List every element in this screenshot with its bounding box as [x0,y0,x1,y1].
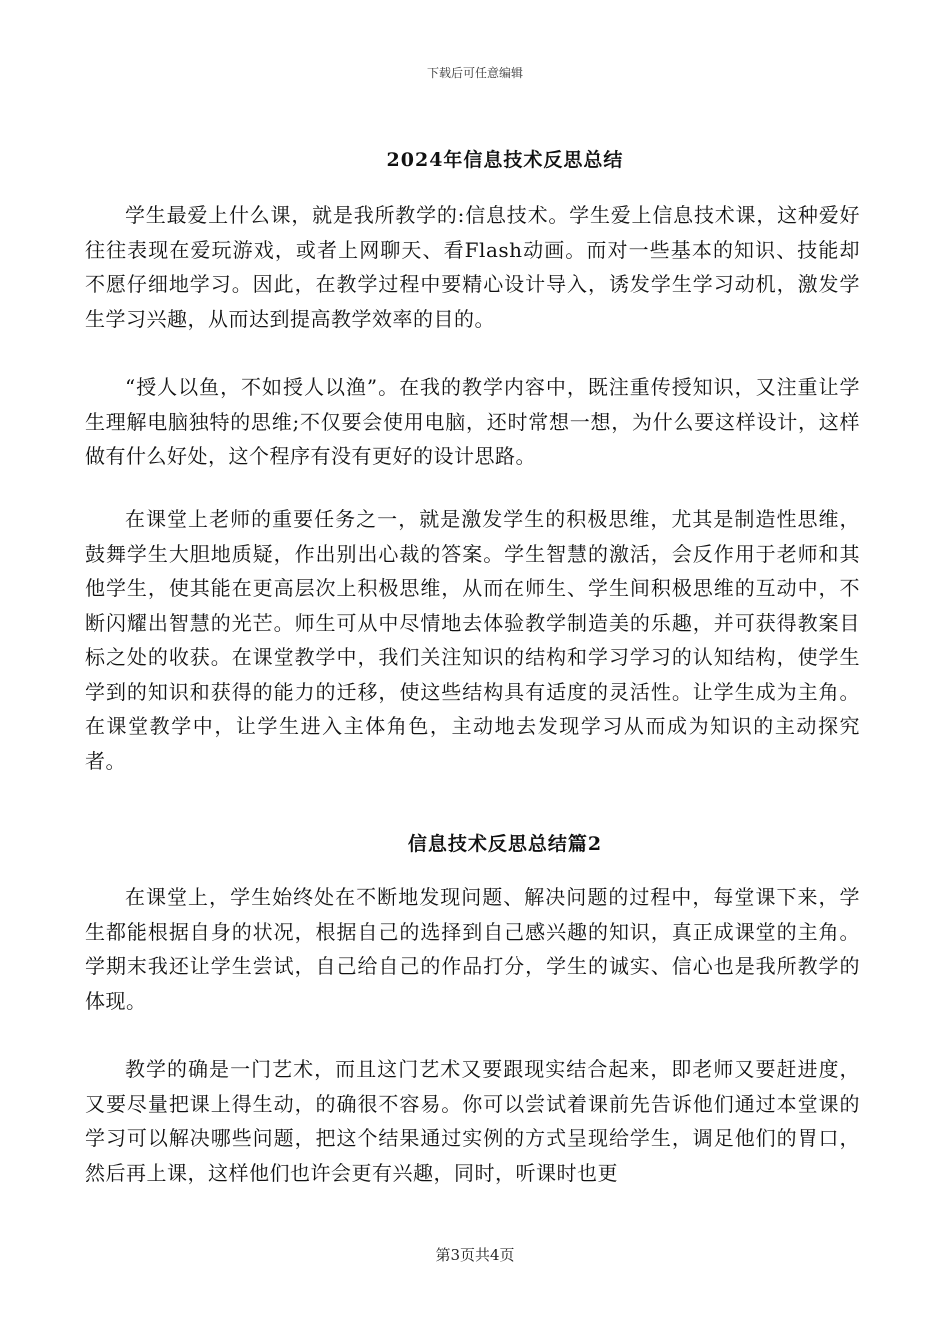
document-title: 2024年信息技术反思总结 [386,149,624,171]
section-2-title: 信息技术反思总结篇2 [407,833,603,855]
page-number: 第3页共4页 [435,1246,515,1264]
paragraph-4: 在课堂上，学生始终处在不断地发现问题、解决问题的过程中，每堂课下来，学生都能根据自身的状况，根据自己的选择到自己感兴趣的知识，真正成课堂的主角。学期末我还让学生尝试，自己给自己的作品打分，学生的诚实、信心也是我所教学的体现。 [85,885,860,1013]
paragraph-3: 在课堂上老师的重要任务之一，就是激发学生的积极思维，尤其是制造性思维，鼓舞学生大胆地质疑，作出别出心裁的答案。学生智慧的激活，会反作用于老师和其他学生，使其能在更高层次上积极思维，从而在师生、学生间积极思维的互动中，不断闪耀出智慧的光芒。师生可从中尽情地去体验教学制造美的乐趣，并可获得教案目标之处的收获。在课堂教学中，我们关注知识的结构和学习学习的认知结构，使学生学到的知识和获得的能力的迁移，使这些结构具有适度的灵活性。让学生成为主角。在课堂教学中，让学生进入主体角色，主动地去发现学习从而成为知识的主动探究者。 [85,507,860,773]
paragraph-5: 教学的确是一门艺术，而且这门艺术又要跟现实结合起来，即老师又要赶进度，又要尽量把课上得生动，的确很不容易。你可以尝试着课前先告诉他们通过本堂课的学习可以解决哪些问题，把这个结果通过实例的方式呈现给学生，调足他们的胃口，然后再上课，这样他们也许会更有兴趣，同时，听课时也更 [85,1057,860,1185]
page-header-note: 下载后可任意编辑 [426,66,523,80]
paragraph-2: “授人以鱼，不如授人以渔”。在我的教学内容中，既注重传授知识，又注重让学生理解电脑独特的思维;不仅要会使用电脑，还时常想一想，为什么要这样设计，这样做有什么好处，这个程序有没有更好的设计思路。 [85,375,860,468]
paragraph-1: 学生最爱上什么课，就是我所教学的:信息技术。学生爱上信息技术课，这种爱好往往表现在爱玩游戏，或者上网聊天、看Flash动画。而对一些基本的知识、技能却不愿仔细地学习。因此，在教学过程中要精心设计导入，诱发学生学习动机，激发学生学习兴趣，从而达到提高教学效率的目的。 [85,203,860,331]
